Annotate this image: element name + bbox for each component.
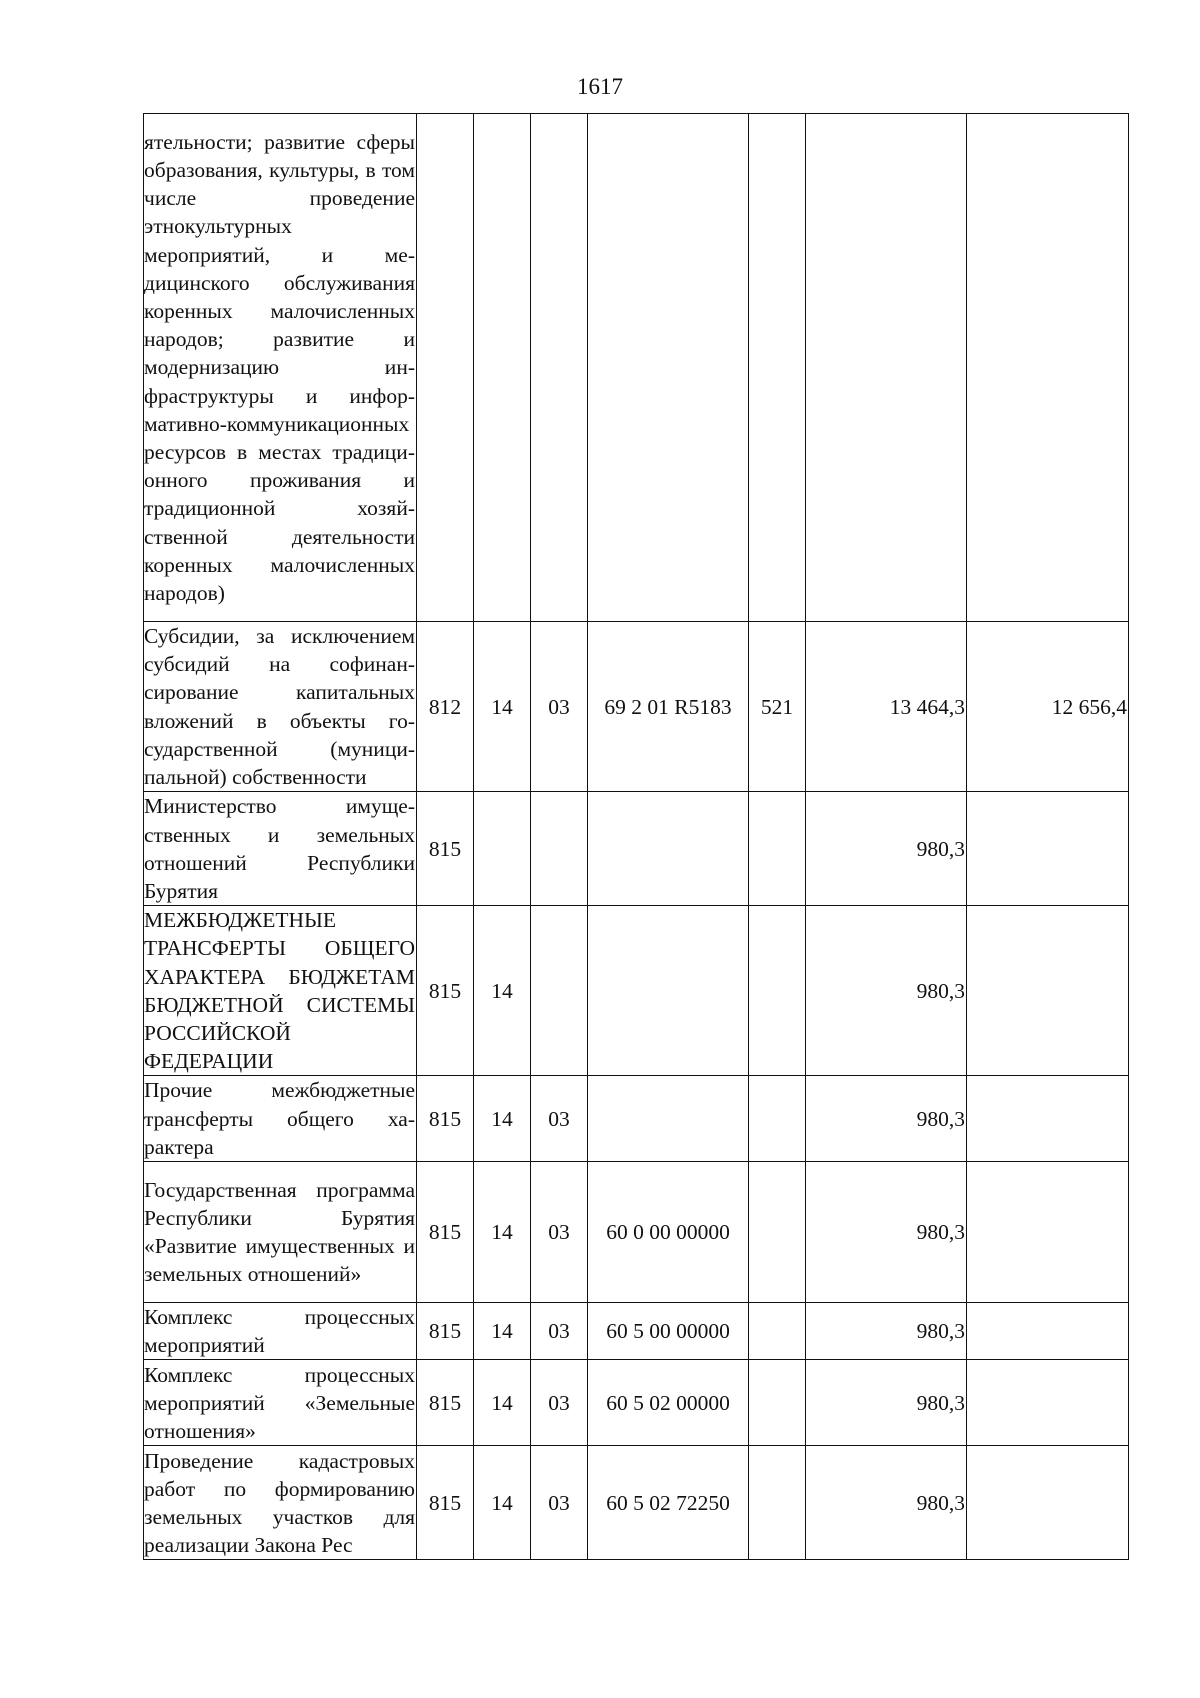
row-name-cell bbox=[144, 792, 417, 906]
sum-year2-cell bbox=[967, 906, 1129, 1076]
sum-year2-cell bbox=[967, 1303, 1129, 1360]
section-cell bbox=[474, 792, 531, 906]
sum-year2-cell bbox=[967, 1446, 1129, 1560]
row-name: Прочие межбюджетные трансферты общего характера bbox=[144, 1078, 415, 1159]
subsection-cell bbox=[531, 792, 588, 906]
sum-year2-cell bbox=[967, 114, 1129, 622]
ministry-cell: 815 bbox=[417, 792, 474, 906]
target-article-cell: 60 0 00 00000 bbox=[588, 1162, 749, 1303]
expense-type-cell: 521 bbox=[749, 622, 806, 792]
row-name: Комплекс процессных мероприятий «Земельные отношения» bbox=[144, 1362, 415, 1444]
expense-type-cell bbox=[749, 114, 806, 622]
section-cell bbox=[474, 114, 531, 622]
target-article-cell bbox=[588, 1076, 749, 1162]
row-name: МЕЖБЮДЖЕТНЫЕ ТРАНСФЕРТЫ ОБЩЕГО ХАРАКТЕРА БЮДЖЕТАМ БЮДЖЕТНОЙ СИСТЕМЫ РОССИЙСКОЙ ФЕДЕРАЦИИ bbox=[144, 908, 415, 1074]
row-name: ятельности; развитие сферы образования, культуры, в том числе проведение этнокультурных мероприятий, и медицинского обслуживания коренных малочисленных народов; развитие и модернизацию инфраструктуры и информативно-коммуникационных ресурсов в местах традиционного проживания и традиционной хозяйственной деятельности коренных малочисленных народов) bbox=[144, 129, 415, 606]
sum-year1-cell: 13 464,3 bbox=[806, 622, 967, 792]
section-cell: 14 bbox=[474, 1446, 531, 1560]
sum-year1-cell: 980,3 bbox=[806, 1162, 967, 1303]
expense-type-cell bbox=[749, 1303, 806, 1360]
subsection-cell: 03 bbox=[531, 622, 588, 792]
expense-type-cell bbox=[749, 906, 806, 1076]
row-name: Субсидии, за исключением субсидий на софинансирование капитальных вложений в объекты государственной (муниципальной) собственности bbox=[144, 624, 415, 790]
table-row bbox=[144, 1162, 1129, 1303]
sum-year1-cell: 980,3 bbox=[806, 1360, 967, 1446]
ministry-cell: 812 bbox=[417, 622, 474, 792]
sum-year2-cell bbox=[967, 1360, 1129, 1446]
row-name-cell bbox=[144, 622, 417, 792]
subsection-cell bbox=[531, 906, 588, 1076]
row-name: Государственная программа Республики Бурятия «Развитие имущественных и земельных отношений» bbox=[144, 1177, 415, 1287]
expense-type-cell bbox=[749, 1446, 806, 1560]
section-cell: 14 bbox=[474, 1162, 531, 1303]
row-name-cell bbox=[144, 1360, 417, 1446]
target-article-cell bbox=[588, 906, 749, 1076]
ministry-cell: 815 bbox=[417, 1162, 474, 1303]
sum-year1-cell: 980,3 bbox=[806, 906, 967, 1076]
subsection-cell: 03 bbox=[531, 1360, 588, 1446]
ministry-cell: 815 bbox=[417, 1446, 474, 1560]
target-article-cell: 60 5 02 72250 bbox=[588, 1446, 749, 1560]
table-row bbox=[144, 622, 1129, 792]
row-name-cell bbox=[144, 1076, 417, 1162]
sum-year2-cell bbox=[967, 792, 1129, 906]
target-article-cell: 69 2 01 R5183 bbox=[588, 622, 749, 792]
ministry-cell bbox=[417, 114, 474, 622]
subsection-cell: 03 bbox=[531, 1446, 588, 1560]
expense-type-cell bbox=[749, 1162, 806, 1303]
table-row bbox=[144, 114, 1129, 622]
sum-year1-cell: 980,3 bbox=[806, 1303, 967, 1360]
sum-year1-cell: 980,3 bbox=[806, 792, 967, 906]
sum-year2-cell bbox=[967, 1076, 1129, 1162]
section-cell: 14 bbox=[474, 1360, 531, 1446]
table-row bbox=[144, 792, 1129, 906]
table-row bbox=[144, 906, 1129, 1076]
sum-year1-cell: 980,3 bbox=[806, 1446, 967, 1560]
row-name-cell bbox=[144, 906, 417, 1076]
ministry-cell: 815 bbox=[417, 906, 474, 1076]
section-cell: 14 bbox=[474, 1076, 531, 1162]
row-name-cell bbox=[144, 1446, 417, 1560]
row-name-cell bbox=[144, 1303, 417, 1360]
ministry-cell: 815 bbox=[417, 1360, 474, 1446]
ministry-cell: 815 bbox=[417, 1076, 474, 1162]
row-name: Комплекс процессных мероприятий bbox=[144, 1305, 415, 1358]
table-row bbox=[144, 1303, 1129, 1360]
expense-type-cell bbox=[749, 792, 806, 906]
subsection-cell: 03 bbox=[531, 1162, 588, 1303]
target-article-cell bbox=[588, 792, 749, 906]
row-name-cell bbox=[144, 1162, 417, 1303]
expense-type-cell bbox=[749, 1360, 806, 1446]
target-article-cell bbox=[588, 114, 749, 622]
ministry-cell: 815 bbox=[417, 1303, 474, 1360]
expense-type-cell bbox=[749, 1076, 806, 1162]
row-name: Министерство имущественных и земельных отношений Республики Бурятия bbox=[144, 794, 415, 903]
page-number: 1617 bbox=[577, 74, 623, 99]
budget-table bbox=[143, 113, 1129, 1560]
section-cell: 14 bbox=[474, 622, 531, 792]
subsection-cell: 03 bbox=[531, 1303, 588, 1360]
sum-year2-cell: 12 656,4 bbox=[967, 622, 1129, 792]
section-cell: 14 bbox=[474, 1303, 531, 1360]
row-name-cell bbox=[144, 114, 417, 622]
target-article-cell: 60 5 02 00000 bbox=[588, 1360, 749, 1446]
sum-year1-cell: 980,3 bbox=[806, 1076, 967, 1162]
row-name: Проведение кадастровых работ по формированию земельных участков для реализации Закона Рес bbox=[144, 1448, 415, 1558]
subsection-cell: 03 bbox=[531, 1076, 588, 1162]
sum-year1-cell bbox=[806, 114, 967, 622]
sum-year2-cell bbox=[967, 1162, 1129, 1303]
subsection-cell bbox=[531, 114, 588, 622]
target-article-cell: 60 5 00 00000 bbox=[588, 1303, 749, 1360]
table-row bbox=[144, 1446, 1129, 1560]
section-cell: 14 bbox=[474, 906, 531, 1076]
table-row bbox=[144, 1076, 1129, 1162]
table-row bbox=[144, 1360, 1129, 1446]
